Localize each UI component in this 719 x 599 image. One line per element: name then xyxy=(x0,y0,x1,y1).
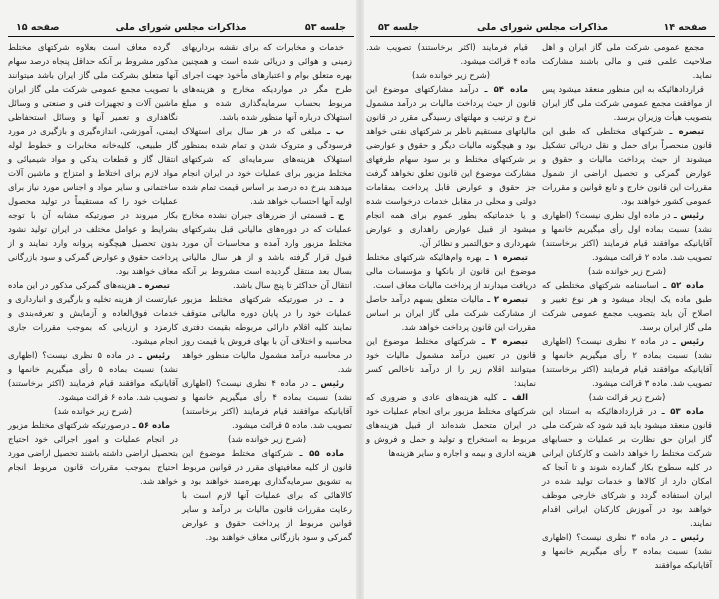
paragraph-lead: الف ـ xyxy=(503,393,529,403)
paragraph-lead: تبصره ۳ ـ xyxy=(481,337,528,347)
section-note xyxy=(8,405,178,419)
paragraph-text: قیام فرمایند (اکثر برخاستند) تصویب شد. ماده ۴ قرائت میشود. xyxy=(366,43,536,67)
publication-title: مذاکرات مجلس شورای ملی xyxy=(115,22,247,33)
paragraph xyxy=(366,83,536,251)
book-gutter xyxy=(356,0,364,599)
paragraph-text: در قراردادهائیکه به استناد این قانون منعقد میشود باید قید شود که شرکت ملی گاز ایران حق نظارت بر عملیات و حسابهای شرکت مختلط را خواهد داشت و کارکنان ایرانی در کلیه سطوح بکار گمارده شوند و تا آنجا که امکان دارد از کالاها و خدمات تولید شده در ایران استفاده گردد و شرکای خارجی موظف خواهند بود در آموزش کارکنان ایرانی اقدام نمایند. xyxy=(542,407,712,529)
session-number: جلسه ۵۳ xyxy=(378,22,420,33)
paragraph-text: در ماده ۲ نظری نیست؟ (اظهاری نشد) نسبت بماده ۲ رأی میگیریم خانمها و آقایانیکه موافقند قیام فرمایند (اکثر برخاستند) تصویب شد. ماده ۳ قرائت میشود. xyxy=(542,337,712,389)
text-column-left xyxy=(366,41,536,461)
publication-title: مذاکرات مجلس شورای ملی xyxy=(477,22,608,33)
paragraph-text: هزینه‌های گمرکی مذکور در این ماده عبارتست از هزینه تخلیه و بارگیری و انبارداری و خدمات فوق‌العاده و آزمایش و تعرفه‌بندی و کارمزد و ارزیابی که بموجب مقررات جاری انجام میشود. xyxy=(8,281,178,347)
paragraph-text: گرده معاف است بعلاوه شرکتهای مختلط مذکور مشروط بر آنکه حداقل پنجاه درصد سهام آنها متعلق بشرکت ملی گاز ایران باشد میتوانند با تصویب مجمع عمومی شرکت ملی گاز ایران ماشین آلات و تجهیزات فنی و صنعتی و وسائل نگاهداری و تعمیر آنها و وسائل استحفاظی ایمنی، آموزشی، اندازه‌گیری و بازگیری در مورد گاز طبیعی، کلیه‌خانه مخابرات و خطوط لوله انتقال گاز و قطعات یدکی و مواد شیمیائی و مواد لازم برای اختلاط و امتزاج و ماشین آلات ساختمانی و سایر مواد و اجناس مورد نیاز برای عملیات خود را که مستقیماً در تولید محصول بکار میروند در صورتیکه مشابه آن با توجه بشرایط و عوامل مختلف در ایران تولید نشود بدون تحصیل هیچگونه پروانه وارد نمایند و از پرداخت حقوق و عوارض گمرکی و سود بازرگانی معاف خواهند بود. xyxy=(7,43,178,277)
paragraph-lead: رئیس ـ xyxy=(672,337,705,347)
paragraph-text: (شرح زیر خوانده شد) xyxy=(587,267,667,277)
paragraph-lead: رئیس ـ xyxy=(312,379,345,389)
paragraph xyxy=(542,405,712,531)
paragraph xyxy=(8,419,178,489)
paragraph-text: درآمد مشارکتهای موضوع این قانون از حیث پرداخت مالیات بر درآمد مشمول نرخ و ترتیب و مهلتهای رسیدگی مقرر در قانون مالیاتهای مستقیم ناظر بر شرکتهای نفتی خواهد بود و هیچگونه مالیات دیگر و حقوق و عوارضی بر شرکتهای مختلط و بر سود سهام طرفهای مشارکت موضوع این قانون تعلق نخواهد گرفت جز حقوق و عوارض قابل پرداخت بمقامات دولتی و محلی در مقابل خدمات درخواست شده و یا خدماتیکه بطور عموم برای همه انجام میشود از قبیل عوارض راهداری و عوارض شهرداری و حق‌التمبر و نظائر آن. xyxy=(366,85,536,249)
paragraph-lead: ماده ۵۴ ـ xyxy=(484,85,529,95)
paragraph xyxy=(8,279,178,349)
paragraph-text: (شرح زیر قرائت شد) xyxy=(588,393,666,403)
paragraph-lead: ماده ۵۲ ـ xyxy=(663,281,705,291)
paragraph-lead: رئیس ـ xyxy=(673,211,705,221)
paragraph xyxy=(366,251,536,293)
paragraph-lead: تبصره ـ xyxy=(669,127,705,137)
paragraph xyxy=(366,391,536,461)
paragraph-lead: ج ـ xyxy=(330,211,345,221)
paragraph xyxy=(182,293,352,377)
paragraph xyxy=(366,335,536,391)
paragraph-lead: ب ـ xyxy=(326,127,345,137)
section-note xyxy=(542,265,712,279)
text-column-right xyxy=(182,41,352,545)
text-column-left xyxy=(8,41,178,489)
section-note xyxy=(366,69,536,83)
page-number: صفحه ۱۴ xyxy=(663,22,707,33)
paragraph xyxy=(542,531,712,573)
paragraph-text: شرکتهای مختلط موضوع این قانون در تعیین درآمد مشمول مالیات خود میتوانند اقلام زیر را از درآمد ناخالص کسر نمایند: xyxy=(366,337,536,389)
paragraph-text: (شرح زیر خوانده شد) xyxy=(53,407,133,417)
paragraph-lead: رئیس ـ xyxy=(672,533,705,543)
section-note xyxy=(182,433,352,447)
paragraph xyxy=(542,83,712,125)
paragraph xyxy=(366,41,536,69)
paragraph-text: قراردادهائیکه به این منظور منعقد میشود پس از موافقت مجمع عمومی شرکت ملی گاز ایران بتصویب هیأت وزیران برسد. xyxy=(542,85,712,123)
paragraph-text: مجمع عمومی شرکت ملی گاز ایران و اهل صلاحیت علمی فنی و مالی باشند مشارکت نماید. xyxy=(542,43,712,81)
paragraph xyxy=(542,41,712,83)
paragraph xyxy=(542,209,712,265)
paragraph-text: درصورتیکه شرکتهای مختلط مزبور در انجام عملیات و امور اجرائی خود احتیاج بتحصیل اراضی داشته باشند تحصیل اراضی مورد احتیاج بموجب مقررات قانون مربوط انجام خواهد شد. xyxy=(8,421,178,487)
paragraph-lead: تبصره ـ xyxy=(138,281,170,291)
paragraph-text: اساسنامه شرکتهای مختلطی که طبق ماده یک ایجاد میشود و هر نوع تغییر و اصلاح آن باید بتصویب مجمع عمومی شرکت ملی گاز ایران برسد. xyxy=(542,281,712,333)
paragraph-lead: رئیس ـ xyxy=(138,351,171,361)
paragraph-text: شرکتهای مختلطی که طبق این قانون منحصراً برای حمل و نقل دریائی تشکیل میشوند از حیث پرداخت مالیات و حقوق و عوارض گمرکی و تحصیل اراضی از شمول مقررات این قانون خارج و تابع قوانین و مقررات عمومی کشور خواهند بود. xyxy=(542,127,712,207)
paragraph-text: بهره وام‌هائیکه شرکتهای مختلط موضوع این قانون از بانکها و مؤسسات مالی دریافت میدارند از پرداخت مالیات معاف است. xyxy=(366,253,536,291)
paragraph-text: کلیه هزینه‌های عادی و ضروری که شرکتهای مختلط مزبور برای انجام عملیات خود در ایران متحمل شده‌اند از قبیل هزینه‌های مربوط به استخراج و تولید و حمل و فروش و هزینه اداری و بیمه و اجاره و سایر هزینه‌ها xyxy=(366,393,536,459)
paragraph-text: خدمات و مخابرات که برای نقشه برداریهای زمینی و هوائی و دریائی شده است و همچنین بهره متعلق بوام و اعتبارهای مأخوذ جهت اجرای طرح مگر در مواردیکه مخارج و هزینه‌های مربوط بحساب سرمایه‌گذاری شده و مبلغ استهلاک درباره آنها منظور شده باشد. xyxy=(182,43,352,123)
paragraph xyxy=(542,125,712,209)
paragraph-text: در صورتیکه شرکتهای مختلط مزبور عملیات خود را در پایان دوره مالیاتی متوقف نمایند کلیه اقلام دارائی مربوطه بقیمت دفتری محاسبه و اختلاف آن با بهای فروش یا قیمت روز در محاسبه درآمد مشمول مالیات منظور خواهد شد. xyxy=(182,295,352,375)
paragraph-text: شرکتهای مختلط موضوع این قانون از کلیه معافیتهای مقرر در قوانین مربوط به تشویق سرمایه‌گذاری بهره‌مند خواهند بود و کالاهائی که برای عملیات آنها لازم است با رعایت مقررات قانون مالیات بر درآمد و سایر قوانین مربوط از پرداخت حقوق و عوارض گمرکی و سود بازرگانی معاف خواهند بود. xyxy=(182,449,352,543)
paragraph xyxy=(182,41,352,125)
paragraph xyxy=(182,447,352,545)
paragraph xyxy=(8,349,178,405)
paragraph-text: در ماده ۵ نظری نیست؟ (اظهاری نشد) نسبت بماده ۵ رأی میگیریم خانمها و آقایانیکه موافقند قیام فرمایند (اکثر برخاستند) تصویب شد. ماده ۶ قرائت میشود. xyxy=(8,351,178,403)
paragraph-lead: ماده ۵۳ ـ xyxy=(661,407,705,417)
paragraph xyxy=(182,125,352,209)
paragraph-text: مالیات متعلق بسهم درآمد حاصل از مشارکت شرکت ملی گاز ایران بر اساس مقررات این قانون پرداخت خواهد شد. xyxy=(366,295,536,333)
page-number: صفحه ۱۵ xyxy=(16,22,60,33)
paragraph xyxy=(366,293,536,335)
page-header xyxy=(370,22,715,37)
paragraph xyxy=(182,209,352,293)
paragraph xyxy=(8,41,178,279)
paragraph-lead: تبصره ۲ ـ xyxy=(487,295,529,305)
paragraph-lead: ماده ۵۶ ـ xyxy=(132,421,171,431)
paragraph-text: در ماده ۴ نظری نیست؟ (اظهاری نشد) نسبت بماده ۴ رأی میگیریم خانمها و آقایانیکه موافقند قیام فرمایند (اکثر برخاستند) تصویب شد. ماده ۵ قرائت میشود. xyxy=(182,379,352,431)
page-header xyxy=(8,22,354,37)
paragraph xyxy=(542,279,712,335)
text-column-right xyxy=(542,41,712,573)
paragraph-text: در ماده اول نظری نیست؟ (اظهاری نشد) نسبت بماده اول رأی میگیریم خانمها و آقایانیکه موافقند قیام فرمایند (اکثر برخاستند) تصویب شد. ماده ۲ قرائت میشود. xyxy=(542,211,712,263)
paragraph-text: (شرح زیر خوانده شد) xyxy=(227,435,307,445)
paragraph-text: در ماده ۳ نظری نیست؟ (اظهاری نشد) نسبت بماده ۳ رأی میگیریم خانمها و آقایانیکه موافقند xyxy=(542,533,712,571)
paragraph-text: مبلغی که در هر سال برای استهلاک فرسودگی و متروک شدن و تمام شده بمنظور استهلاک هزینه‌های سرمایه‌ای که شرکتهای مختلط مزبور برای عملیات خود در ایران انجام میدهند بنرخ ده درصد بر اساس قیمت تمام شده اولیه آنها احتساب خواهد شد. xyxy=(182,127,352,207)
section-note xyxy=(542,391,712,405)
paragraph-lead: ماده ۵۵ ـ xyxy=(299,449,345,459)
paragraph-text: قسمتی از ضررهای جبران نشده مخارج عملیات که در دوره‌های مالیاتی قبل بشرکتهای مختلط مزبور وارد آمده و محاسبات آن مورد قبول قرار گرفته باشد و از هر سال مالیاتی بسال بعد منتقل گردیده است مشروط بر آنکه انتقال آن حداکثر تا پنج سال باشد. xyxy=(182,211,352,291)
session-number: جلسه ۵۳ xyxy=(304,22,346,33)
paragraph-lead: تبصره ۱ ـ xyxy=(485,253,528,263)
paragraph xyxy=(542,335,712,391)
paragraph xyxy=(182,377,352,433)
paragraph-lead: د ـ xyxy=(329,295,344,305)
paragraph-text: (شرح زیر خوانده شد) xyxy=(411,71,491,81)
